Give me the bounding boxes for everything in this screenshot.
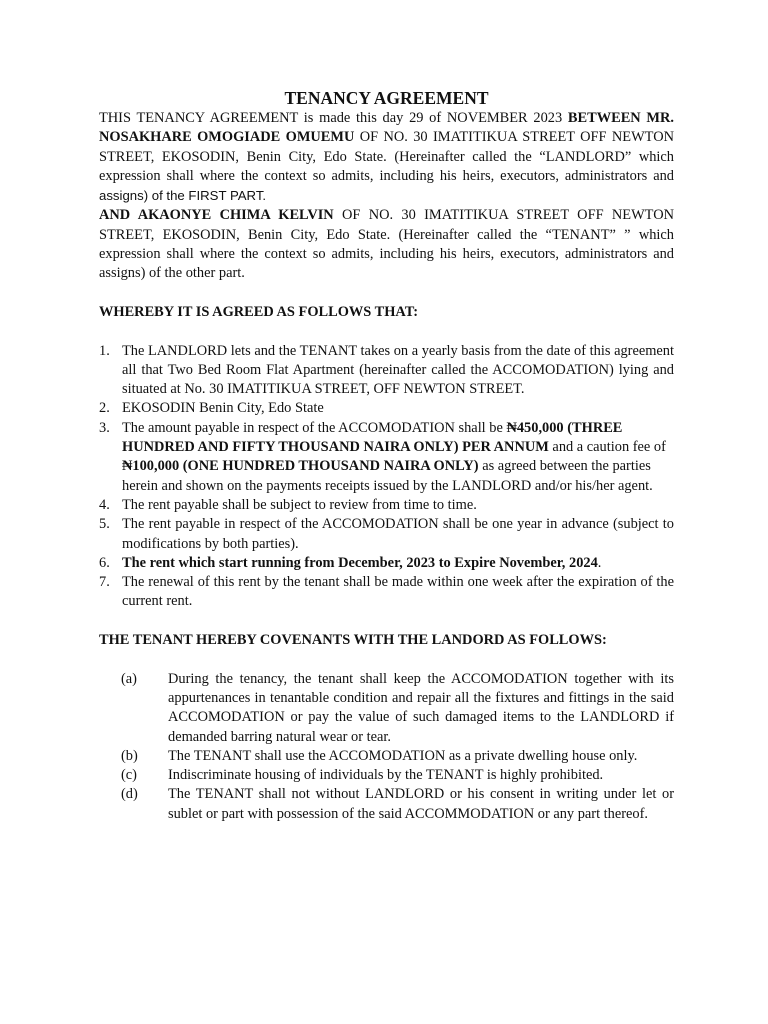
clause-1 xyxy=(99,342,674,400)
document-body xyxy=(99,88,674,824)
section-heading-covenants: THE TENANT HEREBY COVENANTS WITH THE LANDORD AS FOLLOWS: xyxy=(99,632,607,649)
clause-rent-period: The rent which start running from December, 2023 to Expire November, 2024 xyxy=(122,554,598,571)
tenant-paragraph xyxy=(99,206,674,283)
clause-4 xyxy=(99,496,674,515)
clause-caution-fee: ₦100,000 (ONE HUNDRED THOUSAND NAIRA ONLY) xyxy=(122,458,479,475)
covenant-label: (d) xyxy=(121,786,138,803)
clause-text: The LANDLORD lets and the TENANT takes on a yearly basis from the date of this agreement all that Two Bed Room Flat Apartment (hereinafter called the ACCOMODATION) lying and situated at No. 30 IMATITIKUA STREET, OFF NEWTON STREET. xyxy=(122,342,674,398)
landlord-name: BETWEEN MR. NOSAKHARE OMOGIADE OMUEMU xyxy=(99,110,674,146)
clauses-list xyxy=(99,342,674,612)
clause-3 xyxy=(99,419,674,496)
clause-text: The rent payable shall be subject to review from time to time. xyxy=(122,496,477,513)
intro-text-3: assigns) of the FIRST PART. xyxy=(99,188,267,204)
intro-text-1: THIS TENANCY AGREEMENT is made this day 29 of NOVEMBER 2023 xyxy=(99,110,568,126)
intro-paragraph xyxy=(99,109,674,206)
clause-text: The amount payable in respect of the ACCOMODATION shall be xyxy=(122,419,507,436)
covenant-label: (b) xyxy=(121,747,138,764)
tenant-name: AND AKAONYE CHIMA KELVIN xyxy=(99,207,334,224)
clause-number: 5. xyxy=(99,516,110,533)
clause-number: 1. xyxy=(99,342,110,359)
spacer xyxy=(99,612,674,631)
clause-number: 7. xyxy=(99,574,110,591)
covenant-label: (c) xyxy=(121,767,137,784)
clause-text: and a caution fee of xyxy=(548,439,666,456)
section-heading-agreed: WHEREBY IT IS AGREED AS FOLLOWS THAT: xyxy=(99,303,419,320)
clause-6 xyxy=(99,554,674,573)
clause-text: EKOSODIN Benin City, Edo State xyxy=(122,400,324,417)
document-title: TENANCY AGREEMENT xyxy=(284,88,489,108)
clause-text: The renewal of this rent by the tenant shall be made within one week after the expiration of the current rent. xyxy=(122,574,674,610)
clause-rent-amount: ₦450,000 (THREE HUNDRED AND FIFTY THOUSAND NAIRA ONLY) PER ANNUM xyxy=(122,419,623,456)
covenant-text: During the tenancy, the tenant shall keep the ACCOMODATION together with its appurtenances in tenantable condition and repair all the fixtures and fittings in the said ACCOMODATION or pay the value of such damaged items to the LANDLORD if demanded barring natural wear or tear. xyxy=(168,670,674,745)
covenant-c xyxy=(99,766,674,785)
clause-number: 6. xyxy=(99,554,110,571)
clause-7 xyxy=(99,573,674,612)
covenant-b xyxy=(99,747,674,766)
tenant-text: OF NO. 30 IMATITIKUA STREET OFF NEWTON STREET, EKOSODIN, Benin City, Edo State. (Hereinafter called the “TENANT” ” which expression shall where the context so admits, including his heirs, executors, administrators and assigns) of the other part. xyxy=(99,207,674,282)
clause-number: 4. xyxy=(99,496,110,513)
clause-5 xyxy=(99,515,674,554)
clause-number: 3. xyxy=(99,419,110,436)
covenant-label: (a) xyxy=(121,670,137,687)
covenant-d xyxy=(99,785,674,824)
clause-text: as agreed between the parties herein and shown on the payments receipts issued by the LANDLORD and/or his/her agent. xyxy=(122,458,653,494)
clause-text: The rent payable in respect of the ACCOMODATION shall be one year in advance (subject to modifications by both parties). xyxy=(122,516,674,552)
intro-text-2: OF NO. 30 IMATITIKUA STREET OFF NEWTON STREET, EKOSODIN, Benin City, Edo State. (Hereinafter called the “LANDLORD” which expression shall where the context so admits, including his heirs, executors, administrators and xyxy=(99,129,674,184)
spacer xyxy=(99,322,674,341)
spacer xyxy=(99,284,674,303)
clause-text: . xyxy=(597,554,602,571)
spacer xyxy=(99,650,674,669)
covenant-text: Indiscriminate housing of individuals by the TENANT is highly prohibited. xyxy=(168,767,604,784)
covenants-list xyxy=(99,670,674,824)
covenant-a xyxy=(99,670,674,747)
covenant-text: The TENANT shall use the ACCOMODATION as a private dwelling house only. xyxy=(168,747,638,764)
clause-number: 2. xyxy=(99,400,110,417)
covenant-text: The TENANT shall not without LANDLORD or his consent in writing under let or sublet or part with possession of the said ACCOMMODATION or any part thereof. xyxy=(168,786,674,822)
clause-2 xyxy=(99,399,674,418)
